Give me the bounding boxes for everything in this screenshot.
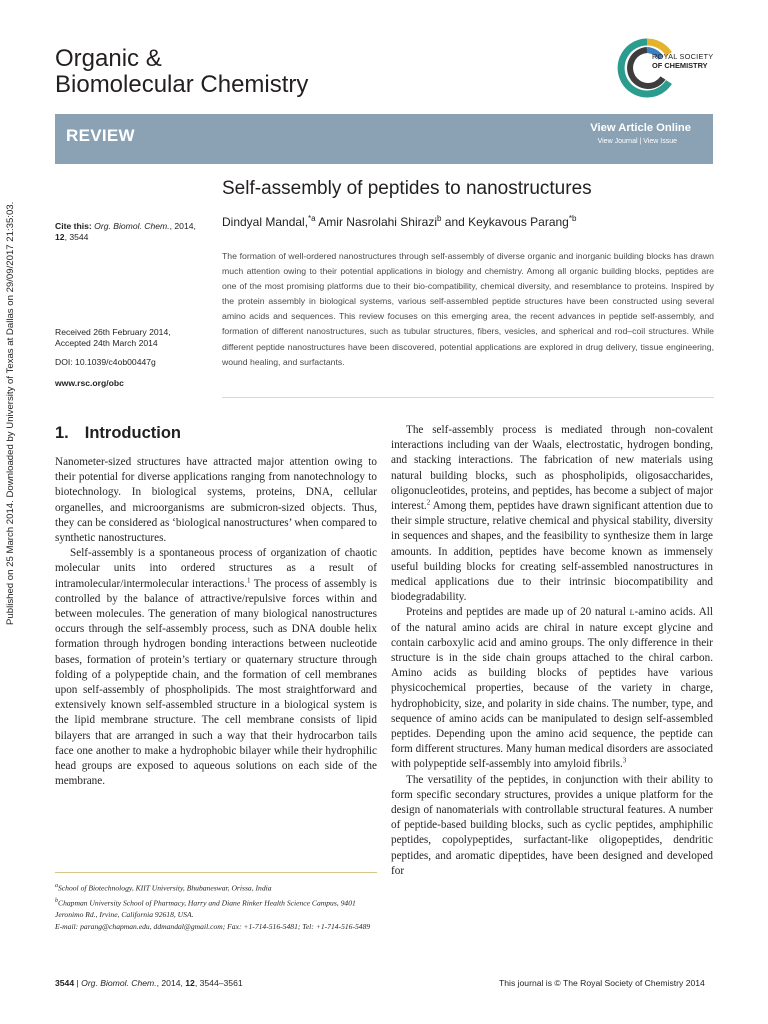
download-notice: Published on 25 March 2014. Downloaded by University of Texas at Dallas on 29/09/2017 21:35:03.	[5, 201, 16, 625]
footer-separator: |	[74, 978, 82, 988]
rsc-wordmark-line2: OF CHEMISTRY	[652, 61, 708, 70]
reference-link[interactable]: 3	[622, 756, 627, 765]
footnote-a	[55, 880, 377, 895]
section-number: 1.	[55, 424, 69, 442]
journal-website-link[interactable]: www.rsc.org/obc	[55, 378, 124, 388]
abstract-divider	[222, 397, 714, 398]
paragraph	[391, 605, 713, 772]
cite-journal: Org. Biomol. Chem.	[91, 221, 170, 231]
author-shirazi: Amir Nasrolahi Shirazi	[315, 215, 437, 229]
copyright-notice: This journal is © The Royal Society of Chemistry 2014	[499, 978, 705, 988]
section-title: Introduction	[84, 424, 181, 442]
contact-info[interactable]: E-mail: parang@chapman.edu, ddmandal@gmail.com; Fax: +1-714-516-5481; Tel: +1-714-516-5489	[55, 922, 371, 932]
paragraph: The versatility of the peptides, in conjunction with their ability to form specific secondary structures, provides a unique platform for the design of nanomaterials with controllable structural features. A number of peptide-based building blocks, such as cyclic peptides, amphiphilic peptides, copolypeptides, surfactant-like oligopeptides, dendritic peptides, and aromatic dipeptides, have been designed and developed for	[391, 773, 713, 877]
author-affiliation-mark: *b	[568, 214, 577, 223]
author-affiliation-mark: *a	[308, 214, 316, 223]
cite-volume: 12	[55, 232, 65, 242]
footnote-b	[55, 895, 377, 922]
journal-title-line2: Biomolecular Chemistry	[55, 71, 309, 98]
body-right-column	[391, 423, 713, 879]
accepted-date: Accepted 24th March 2014	[55, 338, 158, 348]
cite-year: , 2014,	[169, 221, 196, 231]
cite-pages: , 3544	[64, 232, 89, 242]
article-title: Self-assembly of peptides to nanostructures	[222, 178, 592, 199]
received-date: Received 26th February 2014,	[55, 327, 171, 337]
footnote-mark: b	[55, 897, 58, 904]
page-number: 3544	[55, 978, 75, 988]
received-dates	[55, 327, 215, 349]
view-article-online-link[interactable]: View Article Online	[590, 122, 691, 134]
rsc-logo[interactable]	[617, 38, 717, 98]
footer-pages: , 3544–3561	[194, 978, 243, 988]
section-heading	[55, 424, 197, 443]
footer-volume: 12	[185, 978, 195, 988]
footer-journal: Org. Biomol. Chem.	[81, 978, 157, 988]
footnote-text: School of Biotechnology, KIIT University, Bhubaneswar, Orissa, India	[58, 883, 272, 893]
author-affiliation-mark: b	[436, 214, 442, 223]
journal-title-line1: Organic &	[55, 45, 162, 72]
view-links	[598, 138, 677, 145]
footer-year: , 2014,	[156, 978, 186, 988]
paragraph-text: The process of assembly is controlled by the balance of attractive/repulsive forces within and between molecules. The generation of many biological nanostructures occurs through the self-assembly process, such as DNA double helix formation through hydrogen bonding interactions between nucleotide bases, formation of protein’s tertiary or quaternary structure through folding of a polypeptide chain, and the formation of cell membranes upon self-assembly of phospholipids. The most straightforward and extensively known self-assembled structure in a biological system is the lipid membrane structure. The cell membrane consists of lipid bilayers that are arranged in such a way that their hydrocarbon tails face one another to make a hydrophobic bilayer while their hydrophilic head groups are exposed to aqueous solutions on each side of the membrane.	[55, 577, 377, 788]
body-left-column	[55, 455, 377, 789]
author-parang: and Keykavous Parang	[441, 215, 569, 229]
abstract: The formation of well-ordered nanostructures through self-assembly of diverse organic and inorganic building blocks has drawn much attention owing to their potential applications in biology and chemistry. Among all organic building blocks, peptides are one of the most promising platforms due to their bio-compatibility, chemical diversity, and resemblance to proteins. Inspired by the protein assembly in biological systems, various self-assembled peptide structures have been constructed using several amino acids and sequences. This review focuses on this emerging area, the recent advances in peptide self-assembly, and formation of different nanostructures, such as tubular structures, fibers, vesicles, and spherical and rod–coil structures. While different peptide nanostructures have been discovered, potential applications are explored in drug delivery, tissue engineering, wound healing, and surfactants.	[222, 251, 714, 367]
paragraph-text: -amino acids. All of the natural amino acids are chiral in nature except glycine and contain carboxylic acid and amino groups. The only difference in their structure is in the side chain groups attached to the chiral carbon. Amino acids as building blocks of peptides have various physicochemical properties, because of the variety in charge, hydrophobicity, size, and polarity in side chains. The number, type, and sequence of amino acids can be manipulated to design self-assembled peptides. Depending upon the amino acid sequence, the peptide can form different structures. Many human medical disorders are associated with polypeptide self-assembly into amyloid fibrils.	[391, 606, 713, 771]
author-mandal: Dindyal Mandal,	[222, 215, 309, 229]
paragraph-text: Among them, peptides have drawn significant attention due to their simple structure, relative chemical and physical stability, diversity in sequences and shapes, and the feasibility to synthesize them in large amounts. In addition, peptides have become known as immensely useful building blocks for creating self-assembled nanostructures in medical applications due to their intrinsic biocompatibility and biodegradability.	[391, 500, 713, 604]
paragraph	[55, 546, 377, 789]
paragraph-text: Self-assembly is a spontaneous process of organization of chaotic molecular units into ordered structures as a result of intramolecular/intermolecular interactions.	[55, 547, 377, 590]
doi[interactable]: DOI: 10.1039/c4ob00447g	[55, 357, 156, 367]
view-issue-link[interactable]: View Issue	[643, 138, 677, 145]
paragraph-text: The self-assembly process is mediated through non-covalent interactions including van der Waals, electrostatic, hydrogen bonding, and stacking interactions. The fabrication of new materials using natural building blocks, such as phospholipids, oligosaccharides, oligonucleotides, proteins, and peptides, has become a subject of major interest.	[391, 424, 713, 513]
article-type-label: REVIEW	[66, 126, 135, 145]
rsc-wordmark-line1: ROYAL SOCIETY	[652, 52, 714, 61]
citation-info	[55, 221, 215, 243]
reference-link[interactable]: 2	[426, 498, 431, 507]
paragraph: Nanometer-sized structures have attracted major attention owing to their potential for diverse applications ranging from nanotechnology to biotechnology. In biological systems, proteins, DNA, cellular organelles, and microorganisms are submicron-sized objects. Thus, they can be considered as ‘biological nanostructures’ when compared to synthetic nanostructures.	[55, 456, 377, 545]
affiliation-footnotes	[55, 880, 377, 933]
footnote-divider	[55, 872, 377, 873]
journal-title	[55, 46, 308, 98]
review-banner	[55, 114, 713, 164]
footnote-text: Chapman University School of Pharmacy, Harry and Diane Rinker Health Science Campus, 9401 Jeronimo Rd., Irvine, California 92618, USA.	[55, 898, 356, 920]
paragraph	[391, 423, 713, 605]
author-list	[222, 214, 576, 229]
reference-link[interactable]: 1	[247, 575, 251, 584]
view-journal-link[interactable]: View Journal	[597, 138, 638, 145]
cite-label: Cite this:	[55, 221, 92, 231]
view-links-separator: |	[639, 138, 642, 145]
page-footer-citation	[55, 978, 243, 988]
footnote-mark: a	[55, 883, 58, 889]
rsc-wordmark	[652, 52, 713, 70]
paragraph-text: Proteins and peptides are made up of 20 natural	[406, 606, 630, 619]
l-prefix: l	[629, 606, 635, 619]
